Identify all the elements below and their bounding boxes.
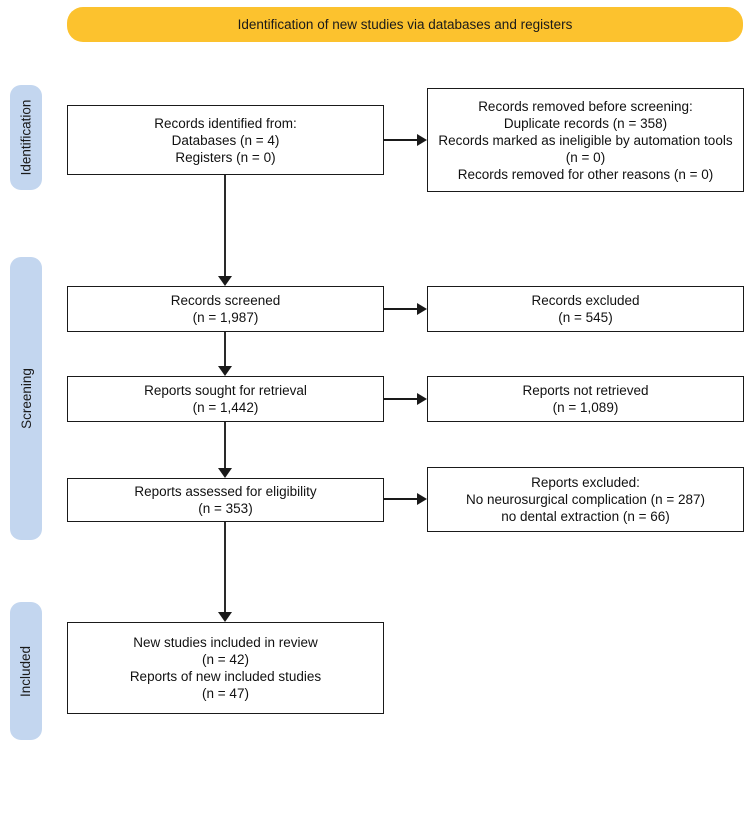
arrow-shaft: [384, 498, 418, 500]
stage-pill-identification: [10, 85, 42, 190]
arrow-shaft: [384, 139, 418, 141]
arrow-right-icon: [417, 493, 427, 505]
box-text-line: Records screened: [170, 293, 281, 308]
box-text-line: (n = 47): [202, 686, 249, 701]
stage-label-identification: Identification: [18, 99, 34, 176]
box-text-line: Reports sought for retrieval: [144, 383, 307, 398]
arrow-assessed-to-reports-excluded: [384, 493, 427, 505]
reports-not-retrieved-box: [427, 376, 744, 422]
arrow-identified-to-removed: [384, 134, 427, 146]
arrow-screened-to-excluded: [384, 303, 427, 315]
stage-pill-included: [10, 602, 42, 740]
box-text-line: (n = 1,987): [192, 310, 259, 325]
box-text-line: Records removed before screening:: [478, 98, 693, 114]
box-text-line: (n = 1,442): [192, 400, 259, 415]
box-text-line: Registers (n = 0): [175, 149, 276, 165]
reports-assessed-box: [67, 478, 384, 522]
records-screened-box: [67, 286, 384, 332]
arrow-sought-to-not-retrieved: [384, 393, 427, 405]
box-text-line: no dental extraction (n = 66): [501, 509, 670, 524]
arrow-assessed-to-included: [218, 522, 232, 622]
arrow-shaft: [384, 398, 418, 400]
box-text-line: Records identified from:: [154, 115, 297, 131]
reports-sought-box: [67, 376, 384, 422]
title-banner: [67, 7, 743, 42]
arrow-right-icon: [417, 303, 427, 315]
arrow-right-icon: [417, 134, 427, 146]
arrow-shaft: [224, 332, 226, 367]
box-text-line: Reports not retrieved: [522, 383, 649, 398]
stage-pill-screening: [10, 257, 42, 540]
box-text-line: New studies included in review: [133, 635, 318, 650]
arrow-down-icon: [218, 612, 232, 622]
box-text-line: (n = 1,089): [552, 400, 619, 415]
records-identified-box: [67, 105, 384, 175]
included-studies-box: [67, 622, 384, 714]
box-text-line: Records removed for other reasons (n = 0): [457, 166, 714, 182]
arrow-shaft: [224, 175, 226, 277]
records-excluded-box: [427, 286, 744, 332]
stage-label-screening: Screening: [18, 368, 34, 429]
records-removed-box: [427, 88, 744, 192]
arrow-shaft: [224, 422, 226, 469]
box-text-line: No neurosurgical complication (n = 287): [466, 492, 705, 507]
arrow-shaft: [384, 308, 418, 310]
box-text-line: Records excluded: [531, 293, 640, 308]
box-text-line: Databases (n = 4): [171, 132, 280, 148]
box-text-line: Reports of new included studies: [129, 669, 322, 684]
reports-excluded-box: [427, 467, 744, 532]
box-text-line: Records marked as ineligible by automation tools (n = 0): [438, 132, 733, 165]
arrow-shaft: [224, 522, 226, 613]
arrow-down-icon: [218, 276, 232, 286]
box-text-line: (n = 545): [558, 310, 613, 325]
box-text-line: Reports excluded:: [531, 475, 640, 490]
arrow-right-icon: [417, 393, 427, 405]
arrow-screened-to-sought: [218, 332, 232, 376]
stage-label-included: Included: [18, 645, 34, 697]
arrow-down-icon: [218, 468, 232, 478]
box-text-line: Reports assessed for eligibility: [134, 484, 317, 499]
box-text-line: (n = 42): [202, 652, 249, 667]
box-text-line: Duplicate records (n = 358): [503, 115, 668, 131]
arrow-identified-to-screened: [218, 175, 232, 286]
arrow-down-icon: [218, 366, 232, 376]
title-banner-label: Identification of new studies via databases and registers: [237, 17, 573, 32]
box-text-line: (n = 353): [198, 501, 253, 516]
arrow-sought-to-assessed: [218, 422, 232, 478]
